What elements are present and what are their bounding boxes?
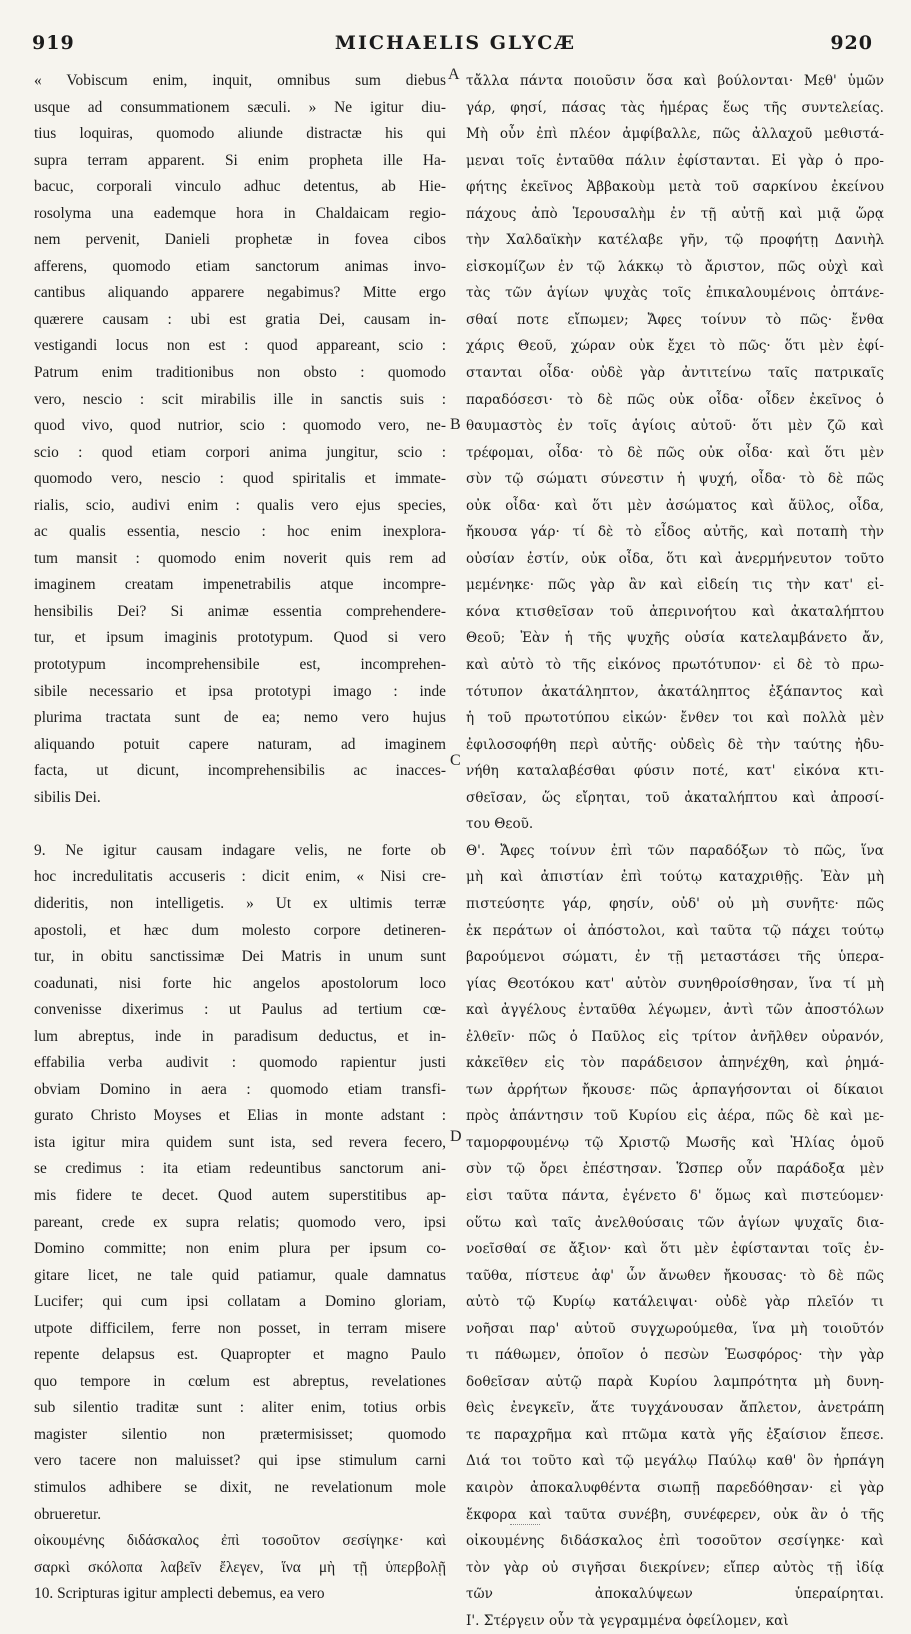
text-line: μὴ καὶ ἀπιστίαν ἐπὶ τούτῳ καταχριθῇς. Ἐὰν μὴ — [466, 869, 884, 886]
text-line: prototypum incomprehensibile est, incomprehen- — [34, 656, 446, 674]
text-line: hensibilis Dei? Si animæ essentia comprehendere- — [34, 602, 446, 620]
text-line: στανται οἶδα· οὐδὲ γὰρ ἀντιτείνω ταῖς πατρικαῖς — [466, 365, 884, 382]
text-line: gurato Christo Moyses et Elias in monte adstant : — [34, 1107, 446, 1125]
text-line: ἔκφορα καὶ ταῦτα συνέβη, συνέφερεν, οὐκ ἂν ὁ τῆς — [466, 1506, 884, 1523]
text-line: θαυμαστὸς ἐν τοῖς ἁγίοις αὐτοῦ· ὅτι μὲν ζῶ καὶ — [466, 418, 884, 435]
text-line: rialis, scio, audivi enim : qualis vero ejus species, — [34, 496, 446, 514]
text-line: scio : quod etiam corpori anima jungitur, scio : — [34, 443, 446, 461]
text-line: imaginem creatam impenetrabilis atque incompre- — [34, 576, 446, 594]
margin-letter-a: A — [448, 66, 460, 83]
text-line: σὺν τῷ ὄρει ἐπέστησαν. Ὥσπερ οὖν παράδοξα μὲν — [466, 1161, 884, 1178]
text-line: lum abreptus, inde in paradisum deductus, et in- — [34, 1027, 446, 1045]
paragraph-gap — [34, 811, 446, 838]
page-number-left: 919 — [32, 32, 75, 54]
text-line: hoc incredulitatis accuseris : dicit enim, « Nisi cre- — [34, 868, 446, 886]
text-line: Domino committe; non enim plura per ipsum co- — [34, 1240, 446, 1258]
text-line: οἰκουμένης διδάσκαλος ἐπὶ τοσοῦτον σεσίγηκε· καὶ — [34, 1532, 446, 1550]
text-line: σθαί ποτε εἴπωμεν; Ἄφες τοίνυν τὸ πῶς· ἔνθα — [466, 311, 884, 328]
text-line: magister silentio non prætermisisset; quomodo — [34, 1425, 446, 1443]
text-line: οἰκουμένης διδάσκαλος ἐπὶ τοσοῦτον σεσίγηκε· καὶ — [466, 1533, 884, 1550]
text-line: νοεῖσθαί σε ἄξιον· καὶ ὅτι μὲν ἐφίστανται τοῖς ἐν- — [466, 1241, 884, 1258]
text-line: φήτης ἐκεῖνος Ἀββακοὺμ μετὰ τοῦ σαρκίνου ἐκείνου — [466, 179, 884, 196]
text-line: quod vivo, quod nutrior, scio : quomodo vero, ne- — [34, 417, 446, 435]
text-line: κἀκεῖθεν εἰς τὸν παράδεισον ἀπηνέχθη, καὶ ῥημά- — [466, 1055, 884, 1072]
text-line: καὶ αὐτὸ τὸ τῆς εἰκόνος πρωτότυπον· εἰ δὲ τὸ πρω- — [466, 657, 884, 674]
text-line: δοθεῖσαν αὐτῷ παρὰ Κυρίου λαμπρότητα μὴ δυνη- — [466, 1373, 884, 1390]
text-line: τε παραχρῆμα καὶ πτῶμα κατὰ γῆς ἐξαίσιον ἔπεσε. — [466, 1426, 884, 1443]
text-line: των ἀρρήτων ἤκουσε· πῶς ἁρπαγήσονται οἱ δίκαιοι — [466, 1081, 884, 1098]
text-line: σαρκὶ σκόλοπα λαβεῖν ἔλεγεν, ἵνα μὴ τῇ ὑπερβολῇ — [34, 1558, 446, 1576]
text-line: Lucifer; qui cum ipsi collatam a Domino gloriam, — [34, 1293, 446, 1311]
text-line: 10. Scripturas igitur amplecti debemus, ea vero — [34, 1585, 325, 1603]
footer-mark — [510, 1524, 540, 1529]
text-line: usque ad consummationem sæculi. » Ne igitur diu- — [34, 98, 446, 116]
text-line: Θ'. Ἄφες τοίνυν ἐπὶ τῶν παραδόξων τὸ πῶς, ἵνα — [466, 842, 884, 859]
text-line: ταῦθα, πίστευε ἀφ' ὧν ἄνωθεν ἤκουσας· τὸ δὲ πῶς — [466, 1267, 884, 1284]
text-line: Patrum enim traditionibus non obsto : quomodo — [34, 364, 446, 382]
text-line: vero tacere non maluisset? qui ipse stimulum carni — [34, 1452, 446, 1470]
margin-letter-b: B — [450, 416, 461, 433]
text-line: πρὸς ἀπάντησιν τοῦ Κυρίου εἰς ἀέρα, πῶς δὲ καὶ με- — [466, 1108, 884, 1125]
text-line: repente delapsus est. Quapropter et magno Paulo — [34, 1346, 446, 1364]
text-line: βαρούμενοι σώματι, ἐν τῇ μεταστάσει τῆς ὑπερα- — [466, 949, 884, 966]
text-line: τὸν γὰρ οὐ σιγῆσαι διεκρίνεν; εἴπερ αὐτὸς τῇ ἰδίᾳ — [466, 1559, 884, 1576]
text-line: tur, et ipsum imaginis prototypum. Quod si vero — [34, 629, 446, 647]
text-line: plurima tractata sunt de ea; nemo vero hujus — [34, 709, 446, 727]
text-line: εἰσκομίζων ἐν τῷ λάκκῳ τὸ ἄριστον, πῶς οὐχὶ καὶ — [466, 258, 884, 275]
text-line: apostoli, et hæc dum molesto corpore detineren- — [34, 921, 446, 939]
text-line: sub silentio traditæ sunt : aliter enim, totius orbis — [34, 1399, 446, 1417]
text-line: mis fidere te decet. Quod autem superstitibus ap- — [34, 1186, 446, 1204]
text-line: κόνα κτισθεῖσαν τοῦ ἀπερινοήτου καὶ ἀκαταλήπτου — [466, 603, 884, 620]
text-line: dideritis, non intelligetis. » Ut ex ultimis terræ — [34, 894, 446, 912]
page-number-right: 920 — [830, 32, 873, 54]
text-line: aliquando potuit capere naturam, ad imaginem — [34, 735, 446, 753]
text-line: τὴν Χαλδαϊκὴν κατέλαβε γῆν, τῷ προφήτῃ Δανιὴλ — [466, 232, 884, 249]
text-line: utpote difficilem, ferre non posset, in terram misere — [34, 1319, 446, 1337]
margin-letter-d: D — [450, 1128, 462, 1145]
text-line: nem pervenit, Danieli prophetæ in fovea cibos — [34, 231, 446, 249]
text-line: καὶ ἀγγέλους ἐνταῦθα λέγωμεν, ἀντὶ τῶν ἀποστόλων — [466, 1002, 884, 1019]
text-line: νοῆσαι παρ' αὐτοῦ συγχωρούμεθα, ἵνα μὴ τοιοῦτόν — [466, 1320, 884, 1337]
text-line: οὐκ οἶδα· καὶ ὅτι μὲν ἀσώματος καὶ ἄϋλος, οἶδα, — [466, 497, 884, 514]
text-line: ἐφιλοσοφήθη περὶ αὐτῆς· οὐδεὶς δὲ τὴν ταύτης ἠδυ- — [466, 736, 884, 753]
text-line: Ι'. Στέργειν οὖν τὰ γεγραμμένα ὀφείλομεν, καὶ — [466, 1612, 789, 1629]
text-line: bacuc, corporali vinculo adhuc detentus, ab Hie- — [34, 178, 446, 196]
text-line: γίας Θεοτόκου κατ' αὐτὸν συνηθροίσθησαν, ἵνα τί μὴ — [466, 975, 884, 992]
text-line: pareant, crede ex supra relatis; quomodo vero, ipsi — [34, 1213, 446, 1231]
text-line: Μὴ οὖν ἐπὶ πλέον ἀμφίβαλλε, πῶς ἀλλαχοῦ μεθιστά- — [466, 126, 884, 143]
running-title: MICHAELIS GLYCÆ — [334, 32, 577, 54]
text-line: tum mansit : quomodo enim noverit quis rem ad — [34, 549, 446, 567]
text-line: χάρις Θεοῦ, χώραν οὐκ ἔχει τὸ πῶς· ὅτι μὲν ἐφί- — [466, 338, 884, 355]
text-line: vestigandi locus non est : quod appareant, scio : — [34, 337, 446, 355]
text-line: σὺν τῷ σώματι σύνεστιν ἡ ψυχή, οἶδα· τὸ δὲ πῶς — [466, 471, 884, 488]
text-line: ἤκουσα γάρ· τί δὲ τὸ εἶδος αὐτῆς, καὶ ποταπὴ τὴν — [466, 524, 884, 541]
text-line: ἐκ περάτων οἱ ἀπόστολοι, καὶ ταῦτα τῷ πάχει τούτῳ — [466, 922, 884, 939]
text-line: sibile necessario et ipsa prototypi imago : inde — [34, 682, 446, 700]
text-line: ταμορφουμένῳ τῷ Χριστῷ Μωσῆς καὶ Ἠλίας ὁμοῦ — [466, 1134, 884, 1151]
text-line: supra terram apparent. Si enim propheta ille Ha- — [34, 151, 446, 169]
text-line: sibilis Dei. — [34, 788, 101, 806]
text-line: afferens, quomodo etiam sanctorum animas invo- — [34, 257, 446, 275]
text-line: μεμένηκε· πῶς γὰρ ἂν καὶ εἰδείη τις τὴν κατ' εἰ- — [466, 577, 884, 594]
text-line: ista igitur mira quidem sunt ista, sed revera fecero, — [34, 1133, 446, 1151]
text-line: coadunati, nisi forte hic angelos apostolorum loco — [34, 974, 446, 992]
text-line: ἡ τοῦ πρωτοτύπου εἰκών· ἔνθεν τοι καὶ πολλὰ μὲν — [466, 710, 884, 727]
text-line: οὕτω καὶ ταῖς ἀνελθούσαις τῶν ἁγίων ψυχαῖς δια- — [466, 1214, 884, 1231]
text-line: se credimus : ita etiam redeuntibus sanctorum ani- — [34, 1160, 446, 1178]
text-line: τὰς τῶν ἁγίων ψυχὰς τοῖς ἐπικαλουμένοις ὀπτάνε- — [466, 285, 884, 302]
text-line: 9. Ne igitur causam indagare velis, ne forte ob — [34, 841, 446, 859]
text-line: σθεῖσαν, ὥς εἴρηται, τοῦ ἀκαταλήπτου καὶ ἀπροσί- — [466, 789, 884, 806]
text-line: μεναι τοῖς ἐνταῦθα πάλιν ἐφίστανται. Εἰ γὰρ ὁ προ- — [466, 152, 884, 169]
text-line: παραδόσεσι· τὸ δὲ πῶς οὐκ οἶδα· οἶδεν ἐκεῖνος ὁ — [466, 391, 884, 408]
text-line: νήθη καταλαβέσθαι φύσιν ποτέ, κατ' εἰκόνα κτι- — [466, 763, 884, 780]
text-line: « Vobiscum enim, inquit, omnibus sum diebus — [34, 72, 446, 89]
margin-letter-c: C — [450, 752, 461, 769]
text-line: effabilia verba audivit : quomodo rapientur justi — [34, 1054, 446, 1072]
text-line: quo tempore in cœlum est abreptus, revelationes — [34, 1372, 446, 1390]
text-line: εἰσι ταῦτα πάντα, ἐγένετο δ' ὅμως καὶ πιστεύομεν· — [466, 1187, 884, 1204]
text-line: convenisse dixerimus : ut Paulus ad tertium cœ- — [34, 1001, 446, 1019]
text-line: καιρὸν ἀποκαλυφθέντα σιωπῇ παρεδόθησαν· εἰ γὰρ — [466, 1479, 884, 1496]
greek-column — [466, 68, 884, 1634]
text-line: obviam Domino in aera : quomodo etiam transfi- — [34, 1080, 446, 1098]
text-line: cantibus aliquando apparere negabimus? Mitte ergo — [34, 284, 446, 302]
text-line: quærere causam : ubi est gratia Dei, causam in- — [34, 310, 446, 328]
text-line: ἐλθεῖν· πῶς ὁ Παῦλος εἰς τρίτον ἀνῆλθεν οὐρανόν, — [466, 1028, 884, 1045]
text-line: quomodo vero, nescio : quod spiritalis et immate- — [34, 470, 446, 488]
text-line: Θεοῦ; Ἐὰν ἡ τῆς ψυχῆς οὐσία κατελαμβάνετο ἄν, — [466, 630, 884, 647]
text-line: οὐσίαν ἐστίν, οὐκ οἶδα, ὅτι καὶ ἀνερμήνευτον τοῦτο — [466, 550, 884, 567]
text-line: vero, nescio : scit mirabilis ille in sanctis suis : — [34, 390, 446, 408]
text-line: τἄλλα πάντα ποιοῦσιν ὅσα καὶ βούλονται· Μεθ' ὑμῶν — [466, 73, 884, 89]
text-line: τότυπον ἀκατάληπτον, ἀκατάληπτος ἐξάπαντος καὶ — [466, 683, 884, 700]
text-line: αὐτὸ τῷ Κυρίῳ κατάλειψαι· οὐδὲ γὰρ πλεῖόν τι — [466, 1294, 884, 1311]
text-line: του Θεοῦ. — [466, 816, 534, 833]
text-line: πάχους ἀπὸ Ἱερουσαλὴμ ἐν τῇ αὐτῇ καὶ μιᾷ ὥρᾳ — [466, 205, 884, 222]
text-line: tur, in obitu sanctissimæ Dei Matris in unum sunt — [34, 948, 446, 966]
text-line: obrueretur. — [34, 1505, 102, 1523]
text-line: gitare licet, ne tale quid patiamur, quale damnatus — [34, 1266, 446, 1284]
text-line: τρέφομαι, οἶδα· τὸ δὲ πῶς οὐκ οἶδα· καὶ ὅτι μὲν — [466, 444, 884, 461]
text-line: Διά τοι τοῦτο καὶ τῷ μεγάλῳ Παύλῳ καθ' ὃν ἡρπάγη — [466, 1453, 884, 1470]
text-line: πιστεύσητε γάρ, φησίν, οὐδ' οὐ μὴ συνῆτε· πῶς — [466, 895, 884, 912]
text-line: θεὶς ἐνεγκεῖν, ἅτε τυγχάνουσαν ἄπλετον, ἀνετράπη — [466, 1400, 884, 1417]
text-line: tius loquiras, quomodo aliunde distractæ his qui — [34, 125, 446, 143]
text-line: facta, ut dicunt, incomprehensibilis ac inacces- — [34, 762, 446, 780]
text-line: τι πάθωμεν, ὁποῖον ὁ πεσὼν Ἑωσφόρος· τὴν γὰρ — [466, 1347, 884, 1364]
text-line: τῶν ἀποκαλύψεων ὑπεραίρηται. — [466, 1586, 884, 1603]
latin-column — [34, 68, 446, 1608]
text-line: γάρ, φησί, πάσας τὰς ἡμέρας ἕως τῆς συντελείας. — [466, 99, 884, 116]
text-line: rosolyma una eademque hora in Chaldaicam regio- — [34, 204, 446, 222]
text-line: ac qualis essentia, nescio : hoc enim inexplora- — [34, 523, 446, 541]
text-line: stimulos adhibere se dixit, ne revelationum mole — [34, 1478, 446, 1496]
